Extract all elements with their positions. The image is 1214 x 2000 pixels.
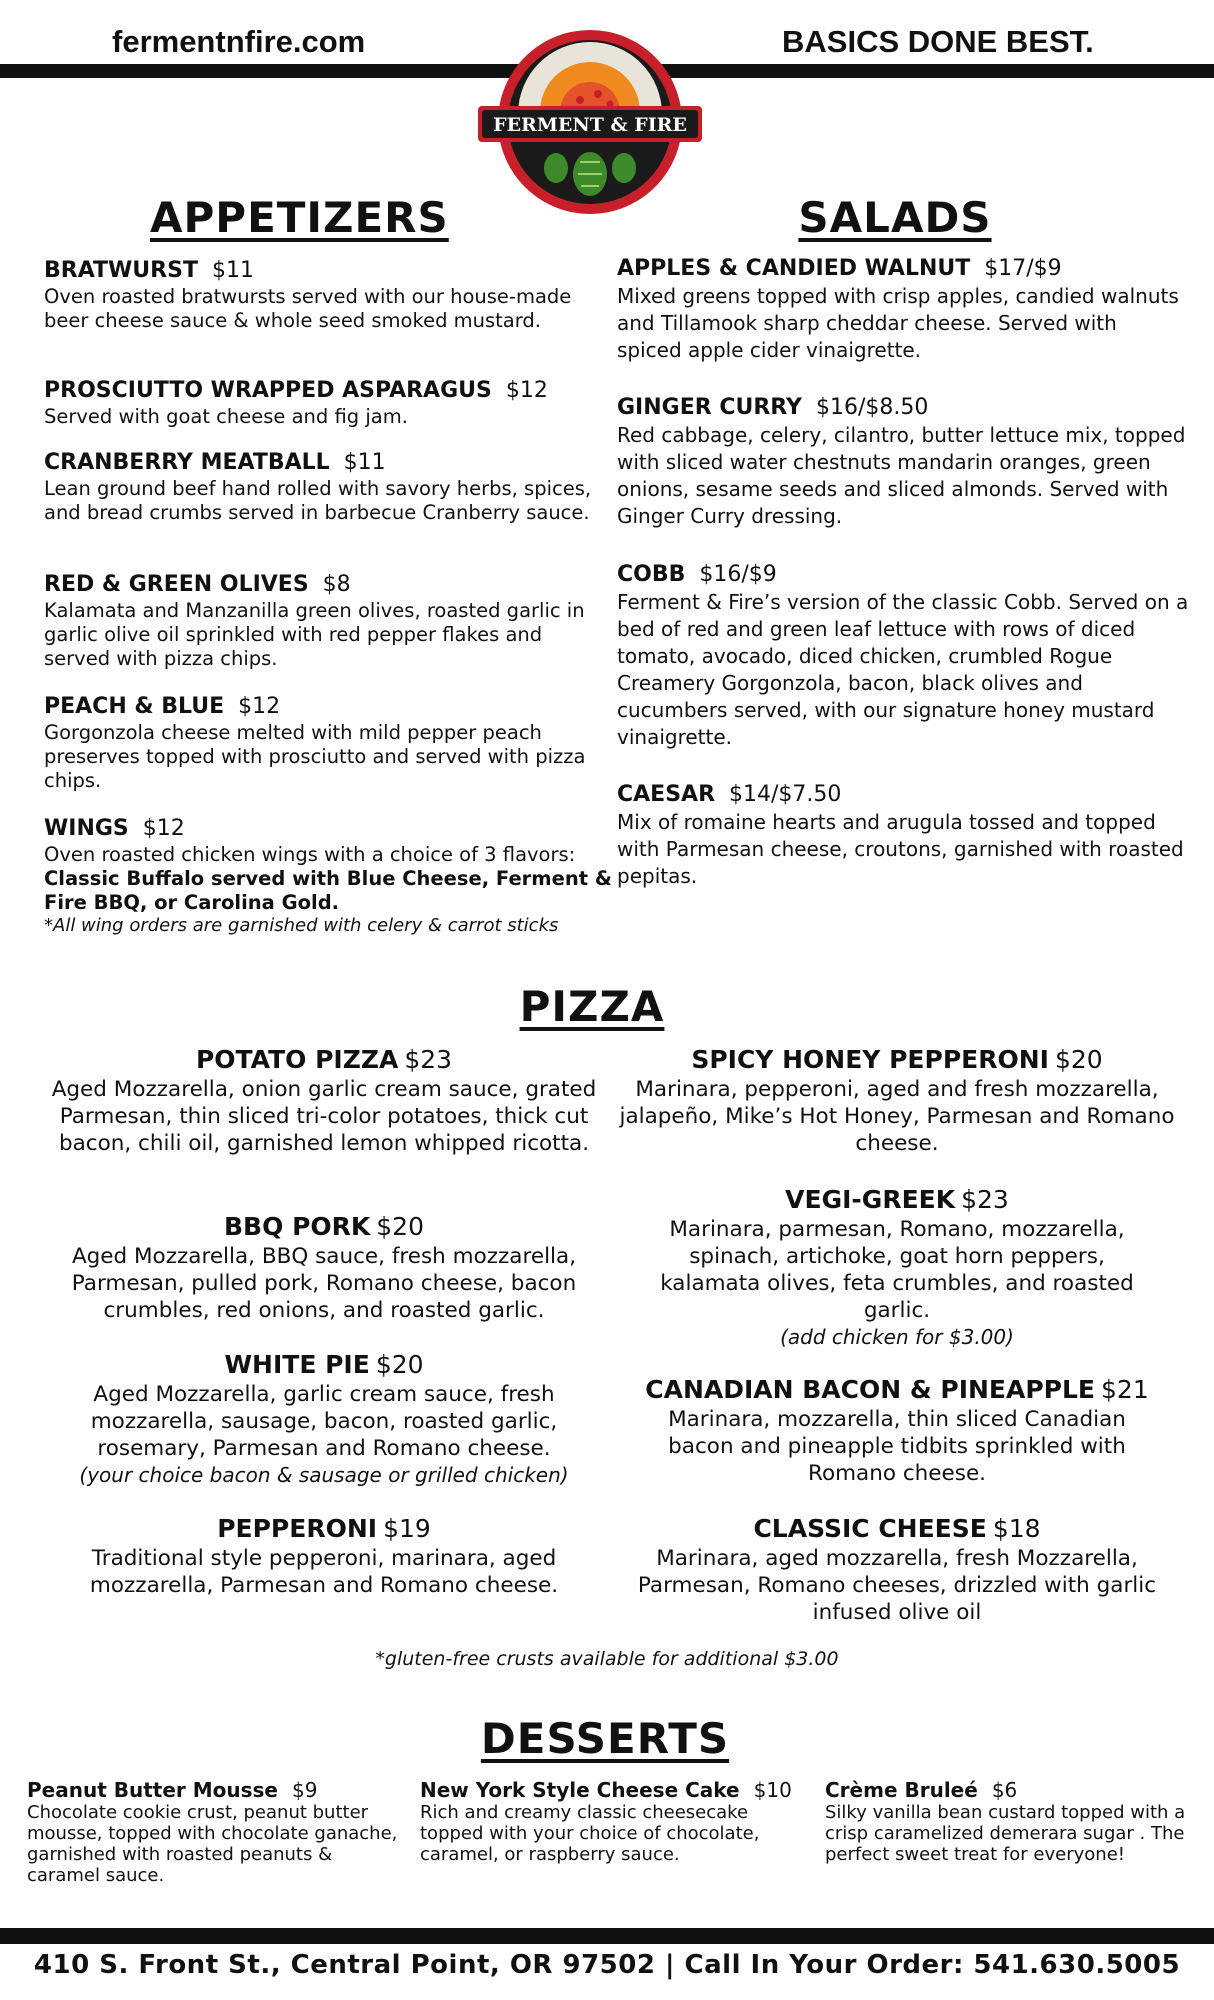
- dessert-item-creme-brulee: [825, 1778, 1189, 1865]
- item-name: RED & GREEN OLIVES: [44, 572, 309, 597]
- item-price: $16/$8.50: [815, 395, 929, 420]
- item-description: Rich and creamy classic cheesecake topped with your choice of chocolate, caramel, or raspberry sauce.: [420, 1802, 760, 1865]
- desserts-title: DESSERTS: [480, 1714, 730, 1763]
- item-price: $20: [375, 1350, 424, 1379]
- pizza-item-canadian-bacon: [614, 1374, 1180, 1487]
- item-price: $18: [992, 1514, 1041, 1543]
- wing-flavors: Classic Buffalo served with Blue Cheese, Ferment & Fire BBQ, or Carolina Gold.: [44, 867, 612, 914]
- item-name: PEPPERONI: [217, 1514, 378, 1543]
- item-name: SPICY HONEY PEPPERONI: [691, 1045, 1049, 1074]
- item-price: $12: [505, 378, 548, 403]
- item-description: Aged Mozzarella, BBQ sauce, fresh mozzarella, Parmesan, pulled pork, Romano cheese, bacon crumbles, red onions, and roasted garlic.: [71, 1244, 577, 1323]
- item-price: $12: [142, 816, 185, 841]
- item-description: Gorgonzola cheese melted with mild pepper peach preserves topped with prosciutto and served with pizza chips.: [44, 721, 586, 792]
- item-description: Mixed greens topped with crisp apples, candied walnuts and Tillamook sharp cheddar cheese. Served with spiced apple cider vinaigrette.: [617, 284, 1179, 362]
- dessert-item-cheesecake: [420, 1778, 810, 1865]
- item-description: Served with goat cheese and fig jam.: [44, 405, 408, 428]
- ferment-fire-logo: [470, 22, 710, 222]
- item-description: Marinara, aged mozzarella, fresh Mozzarella, Parmesan, Romano cheeses, drizzled with garlic infused olive oil: [637, 1546, 1157, 1625]
- item-description: Lean ground beef hand rolled with savory herbs, spices, and bread crumbs served in barbecue Cranberry sauce.: [44, 477, 592, 524]
- website-url[interactable]: fermentnfire.com: [112, 24, 366, 59]
- salads-title: SALADS: [798, 193, 992, 242]
- item-name: WINGS: [44, 816, 129, 841]
- wings-note: *All wing orders are garnished with celery & carrot sticks: [44, 915, 559, 936]
- item-name: APPLES & CANDIED WALNUT: [617, 256, 971, 281]
- item-name: BRATWURST: [44, 258, 198, 283]
- item-price: $9: [291, 1778, 318, 1802]
- item-price: $8: [322, 572, 351, 597]
- pizza-item-potato: [44, 1044, 604, 1157]
- item-name: POTATO PIZZA: [195, 1045, 399, 1074]
- item-description: Ferment & Fire’s version of the classic Cobb. Served on a bed of red and green leaf lettuce with rows of diced tomato, avocado, diced chicken, crumbled Rogue Creamery Gorgonzola, bacon, black olives and cucumbers served, with our signature honey mustard vinaigrette.: [617, 590, 1189, 749]
- item-price: $11: [343, 450, 386, 475]
- item-description: Marinara, mozzarella, thin sliced Canadian bacon and pineapple tidbits sprinkled with Romano cheese.: [668, 1407, 1126, 1486]
- item-description: Silky vanilla bean custard topped with a crisp caramelized demerara sugar . The perfect sweet treat for everyone!: [825, 1802, 1186, 1865]
- item-name: GINGER CURRY: [617, 395, 802, 420]
- item-price: $10: [753, 1778, 792, 1802]
- item-description: Marinara, parmesan, Romano, mozzarella, spinach, artichoke, goat horn peppers, kalamata olives, feta crumbles, and roasted garlic.: [660, 1217, 1134, 1323]
- item-price: $19: [383, 1514, 431, 1543]
- item-price: $23: [961, 1185, 1009, 1214]
- item-description: Oven roasted chicken wings with a choice of 3 flavors:: [44, 843, 576, 866]
- item-description: Chocolate cookie crust, peanut butter mousse, topped with chocolate ganache, garnished with roasted peanuts & caramel sauce.: [27, 1802, 398, 1886]
- salad-item-ginger-curry: [617, 394, 1187, 530]
- item-name: COBB: [617, 562, 686, 587]
- item-price: $17/$9: [984, 256, 1062, 281]
- logo-text: FERMENT & FIRE: [493, 114, 687, 136]
- pizza-title: PIZZA: [519, 982, 665, 1031]
- item-description: Traditional style pepperoni, marinara, aged mozzarella, Parmesan and Romano cheese.: [89, 1546, 559, 1598]
- item-name: CRANBERRY MEATBALL: [44, 450, 330, 475]
- item-name: PEACH & BLUE: [44, 694, 225, 719]
- salad-item-cobb: [617, 561, 1189, 751]
- item-price: $14/$7.50: [729, 782, 842, 807]
- pizza-item-pepperoni: [44, 1513, 604, 1599]
- pizza-item-spicy-honey-pepperoni: [614, 1044, 1180, 1157]
- item-price: $12: [238, 694, 281, 719]
- gluten-free-note: *gluten-free crusts available for additional $3.00: [375, 1648, 839, 1670]
- pizza-item-bbq-pork: [44, 1211, 604, 1324]
- item-description: Mix of romaine hearts and arugula tossed and topped with Parmesan cheese, croutons, garnished with roasted pepitas.: [617, 810, 1184, 888]
- item-price: $20: [376, 1212, 424, 1241]
- dessert-item-peanut-butter-mousse: [27, 1778, 409, 1886]
- item-price: $21: [1101, 1375, 1149, 1404]
- item-name: CANADIAN BACON & PINEAPPLE: [645, 1375, 1096, 1404]
- salad-item-apples-walnut: [617, 255, 1187, 364]
- item-price: $20: [1054, 1045, 1103, 1074]
- item-name: CAESAR: [617, 782, 716, 807]
- item-name: WHITE PIE: [224, 1350, 370, 1379]
- item-description: Red cabbage, celery, cilantro, butter lettuce mix, topped with sliced water chestnuts mandarin oranges, green onions, sesame seeds and sliced almonds. Served with Ginger Curry dressing.: [617, 423, 1186, 528]
- item-description: Aged Mozzarella, onion garlic cream sauce, grated Parmesan, thin sliced tri-color potatoes, thick cut bacon, chili oil, garnished lemon whipped ricotta.: [51, 1077, 597, 1156]
- item-name: New York Style Cheese Cake: [420, 1778, 740, 1802]
- item-name: CLASSIC CHEESE: [753, 1514, 987, 1543]
- item-price: $6: [991, 1778, 1018, 1802]
- item-name: Crème Bruleé: [825, 1778, 978, 1802]
- salad-item-caesar: [617, 781, 1189, 890]
- appetizer-item-olives: [44, 571, 614, 671]
- appetizer-item-bratwurst: [44, 257, 614, 333]
- item-description: Kalamata and Manzanilla green olives, roasted garlic in garlic olive oil sprinkled with red pepper flakes and served with pizza chips.: [44, 599, 585, 670]
- item-name: PROSCIUTTO WRAPPED ASPARAGUS: [44, 378, 492, 403]
- item-note: (add chicken for $3.00): [780, 1325, 1014, 1349]
- pizza-item-classic-cheese: [614, 1513, 1180, 1626]
- item-price: $16/$9: [699, 562, 777, 587]
- appetizer-item-asparagus: [44, 377, 614, 429]
- item-note: (your choice bacon & sausage or grilled chicken): [79, 1463, 569, 1487]
- item-description: Marinara, pepperoni, aged and fresh mozzarella, jalapeño, Mike’s Hot Honey, Parmesan and Romano cheese.: [619, 1077, 1175, 1156]
- item-name: Peanut Butter Mousse: [27, 1778, 278, 1802]
- appetizer-item-meatball: [44, 449, 614, 525]
- appetizer-item-wings: [44, 815, 624, 937]
- item-description: Oven roasted bratwursts served with our house-made beer cheese sauce & whole seed smoked mustard.: [44, 285, 572, 332]
- footer-address-phone: 410 S. Front St., Central Point, OR 97502 | Call In Your Order: 541.630.5005: [33, 1950, 1181, 1980]
- item-name: BBQ PORK: [224, 1212, 371, 1241]
- item-name: VEGI-GREEK: [785, 1185, 956, 1214]
- appetizer-item-peach-blue: [44, 693, 614, 793]
- bottom-divider: [0, 1928, 1214, 1944]
- pizza-item-white-pie: [44, 1349, 604, 1488]
- item-description: Aged Mozzarella, garlic cream sauce, fresh mozzarella, sausage, bacon, roasted garlic, rosemary, Parmesan and Romano cheese.: [90, 1382, 558, 1461]
- item-price: $11: [211, 258, 254, 283]
- pizza-item-vegi-greek: [614, 1184, 1180, 1350]
- slogan: BASICS DONE BEST.: [782, 24, 1094, 59]
- appetizers-title: APPETIZERS: [150, 193, 449, 242]
- item-price: $23: [404, 1045, 453, 1074]
